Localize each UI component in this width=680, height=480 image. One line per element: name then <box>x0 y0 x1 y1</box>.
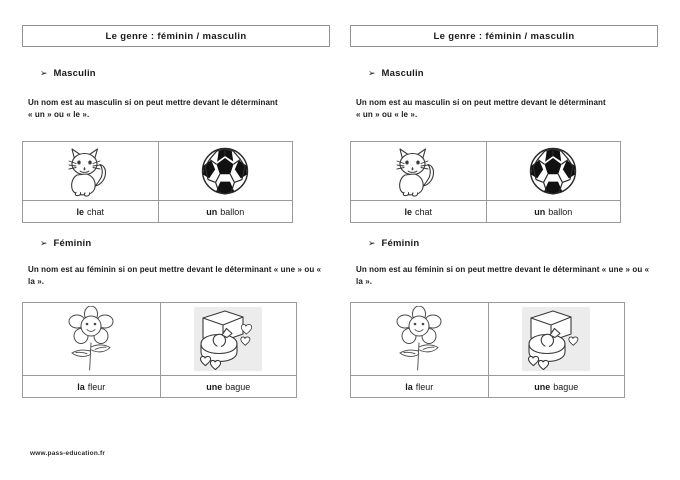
noun-text: ballon <box>220 206 245 217</box>
determiner-text: le <box>404 206 412 217</box>
rule-text-feminin: Un nom est au féminin si on peut mettre devant le déterminant « une » ou « la ». <box>356 265 650 287</box>
section-heading-masculin <box>40 68 96 79</box>
table-row <box>351 303 624 375</box>
example-label-fleur <box>23 376 160 397</box>
determiner-text: un <box>534 206 546 217</box>
noun-text: bague <box>225 381 251 392</box>
page-title-box <box>22 25 330 47</box>
noun-text: chat <box>87 206 105 217</box>
section-heading-masculin-label: Masculin <box>381 68 424 79</box>
section-heading-masculin-label: Masculin <box>53 68 96 79</box>
example-label-chat <box>23 201 158 222</box>
arrow-bullet-icon: ➢ <box>40 238 48 248</box>
arrow-bullet-icon: ➢ <box>40 68 48 78</box>
table-row <box>351 375 624 397</box>
examples-table-masculin <box>350 141 621 223</box>
example-label-ballon <box>486 201 621 222</box>
worksheet-column-right <box>340 0 680 480</box>
example-label-bague <box>488 376 625 397</box>
determiner-text: une <box>206 381 223 392</box>
noun-text: fleur <box>87 381 106 392</box>
example-label-ballon <box>158 201 293 222</box>
footer-website-url: www.pass-education.fr <box>30 450 106 457</box>
arrow-bullet-icon: ➢ <box>368 68 376 78</box>
image-backdrop <box>522 307 590 371</box>
page-title: Le genre : féminin / masculin <box>105 30 247 42</box>
section-heading-feminin-label: Féminin <box>53 238 92 249</box>
table-row <box>23 200 292 222</box>
cat-illustration <box>59 144 121 198</box>
determiner-text: le <box>76 206 84 217</box>
rule-text-masculin: Un nom est au masculin si on peut mettre devant le déterminant « un » ou « le ». <box>28 98 278 120</box>
page-title-box <box>350 25 658 47</box>
noun-text: chat <box>415 206 433 217</box>
determiner-text: un <box>206 206 218 217</box>
noun-text: ballon <box>548 206 573 217</box>
table-row <box>23 142 292 200</box>
determiner-text: la <box>77 381 85 392</box>
page-title: Le genre : féminin / masculin <box>433 30 575 42</box>
example-image-cell-bague <box>160 303 297 375</box>
example-image-cell-ballon <box>158 142 293 200</box>
soccer-ball-illustration <box>200 146 250 196</box>
examples-table-masculin <box>22 141 293 223</box>
ring-box-illustration <box>523 308 589 370</box>
example-image-cell-chat <box>23 142 158 200</box>
section-heading-feminin <box>368 238 419 249</box>
example-image-cell-fleur <box>23 303 160 375</box>
flower-illustration <box>388 306 450 372</box>
rule-text-feminin: Un nom est au féminin si on peut mettre devant le déterminant « une » ou « la ». <box>28 265 322 287</box>
example-image-cell-ballon <box>486 142 621 200</box>
ring-box-illustration <box>195 308 261 370</box>
determiner-text: la <box>405 381 413 392</box>
examples-table-feminin <box>22 302 297 398</box>
determiner-text: une <box>534 381 551 392</box>
example-image-cell-chat <box>351 142 486 200</box>
example-image-cell-fleur <box>351 303 488 375</box>
flower-illustration <box>60 306 122 372</box>
soccer-ball-illustration <box>528 146 578 196</box>
rule-text-masculin: Un nom est au masculin si on peut mettre devant le déterminant « un » ou « le ». <box>356 98 606 120</box>
cat-illustration <box>387 144 449 198</box>
arrow-bullet-icon: ➢ <box>368 238 376 248</box>
noun-text: bague <box>553 381 579 392</box>
example-image-cell-bague <box>488 303 625 375</box>
examples-table-feminin <box>350 302 625 398</box>
table-row <box>23 303 296 375</box>
example-label-fleur <box>351 376 488 397</box>
example-label-chat <box>351 201 486 222</box>
section-heading-masculin <box>368 68 424 79</box>
example-label-bague <box>160 376 297 397</box>
section-heading-feminin-label: Féminin <box>381 238 420 249</box>
table-row <box>351 142 620 200</box>
noun-text: fleur <box>415 381 434 392</box>
table-row <box>23 375 296 397</box>
table-row <box>351 200 620 222</box>
section-heading-feminin <box>40 238 91 249</box>
image-backdrop <box>194 307 262 371</box>
